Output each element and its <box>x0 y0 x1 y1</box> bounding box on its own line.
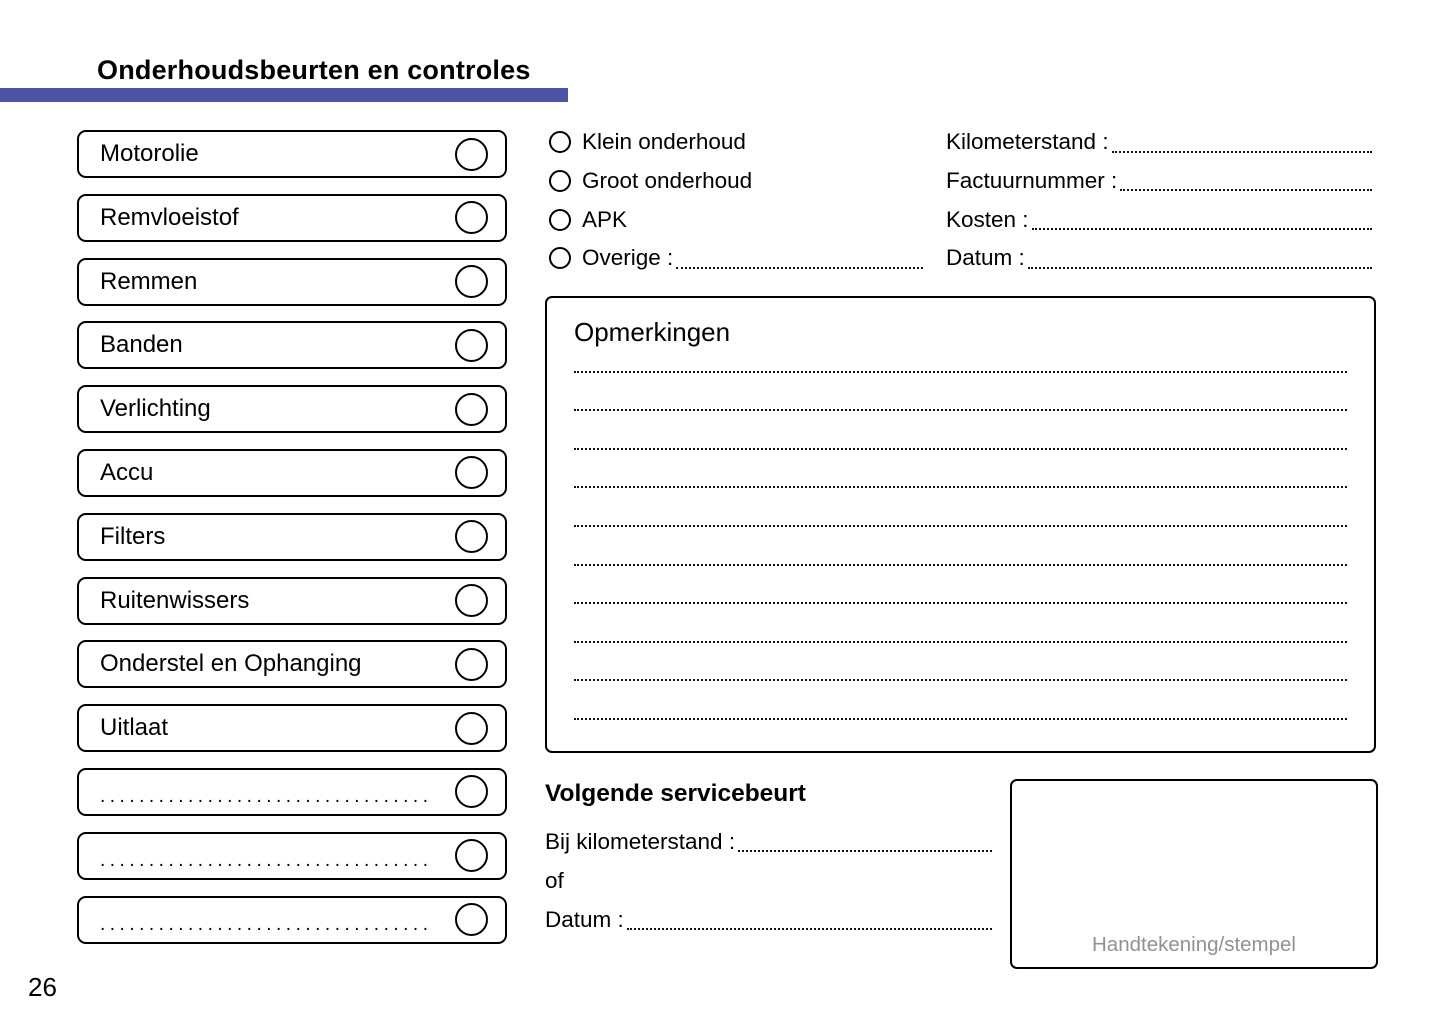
checklist-item-label: Remmen <box>100 267 198 295</box>
checkbox-circle-icon[interactable] <box>455 775 488 808</box>
checklist-item-blank-line[interactable]: .................................. <box>100 913 433 935</box>
checkbox-circle-icon[interactable] <box>455 520 488 553</box>
checklist-item-blank-3 <box>77 896 507 944</box>
factuurnummer-input-line[interactable] <box>1120 189 1372 191</box>
checkbox-circle-icon[interactable] <box>455 201 488 234</box>
remarks-line[interactable] <box>574 411 1347 450</box>
service-type-overige <box>549 239 923 278</box>
next-service-km-label: Bij kilometerstand : <box>545 828 736 854</box>
datum-input-line[interactable] <box>1028 267 1372 269</box>
checklist-item-verlichting <box>77 385 507 433</box>
checklist-item-label: Remvloeistof <box>100 203 239 231</box>
field-kilometerstand <box>946 123 1372 162</box>
service-type-apk <box>549 200 923 239</box>
field-factuurnummer <box>946 162 1372 201</box>
kosten-input-line[interactable] <box>1032 228 1372 230</box>
next-service-date-row <box>545 900 992 939</box>
field-label: Datum : <box>946 245 1025 271</box>
service-type-options <box>549 123 923 278</box>
checkbox-circle-icon[interactable] <box>455 138 488 171</box>
kilometerstand-input-line[interactable] <box>1112 151 1372 153</box>
service-type-label: APK <box>582 206 628 232</box>
next-service-or-label: of <box>545 867 564 893</box>
checklist-item-label: Banden <box>100 331 183 359</box>
remarks-line[interactable] <box>574 604 1347 643</box>
checkbox-circle-icon[interactable] <box>455 265 488 298</box>
checklist-item-ruitenwissers <box>77 577 507 625</box>
radio-circle-icon[interactable] <box>549 209 571 231</box>
checklist-item-label: Verlichting <box>100 395 211 423</box>
checklist-item-label: Accu <box>100 458 154 486</box>
checklist-item-filters <box>77 513 507 561</box>
checklist-item-motorolie <box>77 130 507 178</box>
checklist-item-banden <box>77 321 507 369</box>
checklist-item-remvloeistof <box>77 194 507 242</box>
checkbox-circle-icon[interactable] <box>455 329 488 362</box>
checklist-item-label: Onderstel en Ophanging <box>100 650 362 678</box>
checkbox-circle-icon[interactable] <box>455 712 488 745</box>
checkbox-circle-icon[interactable] <box>455 648 488 681</box>
checkbox-circle-icon[interactable] <box>455 584 488 617</box>
checklist-item-uitlaat <box>77 704 507 752</box>
checkbox-circle-icon[interactable] <box>455 456 488 489</box>
checklist-item-onderstel <box>77 640 507 688</box>
remarks-line[interactable] <box>574 566 1347 605</box>
radio-circle-icon[interactable] <box>549 131 571 153</box>
next-service-or-row <box>545 861 992 900</box>
next-service-title: Volgende servicebeurt <box>545 780 806 807</box>
overige-input-line[interactable] <box>676 267 923 269</box>
remarks-lines <box>574 334 1347 720</box>
checklist-item-label: Filters <box>100 522 166 550</box>
radio-circle-icon[interactable] <box>549 247 571 269</box>
remarks-line[interactable] <box>574 643 1347 682</box>
next-service-rows <box>545 822 992 939</box>
field-datum <box>946 239 1372 278</box>
remarks-line[interactable] <box>574 373 1347 412</box>
signature-stamp-label: Handtekening/stempel <box>1092 933 1296 956</box>
checklist-item-label: Motorolie <box>100 140 199 167</box>
remarks-box <box>545 296 1376 753</box>
checklist-item-label: Uitlaat <box>100 714 169 742</box>
checklist-item-blank-line[interactable]: .................................. <box>100 849 433 871</box>
remarks-title: Opmerkingen <box>574 317 731 347</box>
checklist-item-label: Ruitenwissers <box>100 586 250 614</box>
remarks-line[interactable] <box>574 681 1347 720</box>
service-type-label: Klein onderhoud <box>582 129 746 155</box>
service-detail-fields <box>946 123 1372 278</box>
page-title: Onderhoudsbeurten en controles <box>97 55 531 85</box>
radio-circle-icon[interactable] <box>549 170 571 192</box>
checklist-item-accu <box>77 449 507 497</box>
checklist-item-blank-line[interactable]: .................................. <box>100 785 433 807</box>
next-service-date-label: Datum : <box>545 906 624 932</box>
remarks-line[interactable] <box>574 450 1347 489</box>
checkbox-circle-icon[interactable] <box>455 903 488 936</box>
checklist-item-blank-2 <box>77 832 507 880</box>
field-label: Kilometerstand : <box>946 129 1109 155</box>
page-number: 26 <box>28 972 57 1002</box>
remarks-line[interactable] <box>574 488 1347 527</box>
next-service-date-input-line[interactable] <box>627 928 992 930</box>
service-type-klein-onderhoud <box>549 123 923 162</box>
service-type-label: Groot onderhoud <box>582 168 753 194</box>
signature-stamp-box[interactable] <box>1010 779 1378 969</box>
remarks-line[interactable] <box>574 527 1347 566</box>
checkbox-circle-icon[interactable] <box>455 393 488 426</box>
checklist-item-remmen <box>77 258 507 306</box>
field-label: Kosten : <box>946 206 1029 232</box>
next-service-km-row <box>545 822 992 861</box>
maintenance-checklist <box>77 130 507 944</box>
field-kosten <box>946 200 1372 239</box>
next-service-section <box>545 780 992 939</box>
checkbox-circle-icon[interactable] <box>455 839 488 872</box>
service-type-groot-onderhoud <box>549 162 923 201</box>
field-label: Factuurnummer : <box>946 168 1118 194</box>
next-service-km-input-line[interactable] <box>738 850 992 852</box>
service-type-label: Overige : <box>582 245 674 271</box>
checklist-item-blank-1 <box>77 768 507 816</box>
title-accent-bar <box>0 88 568 102</box>
